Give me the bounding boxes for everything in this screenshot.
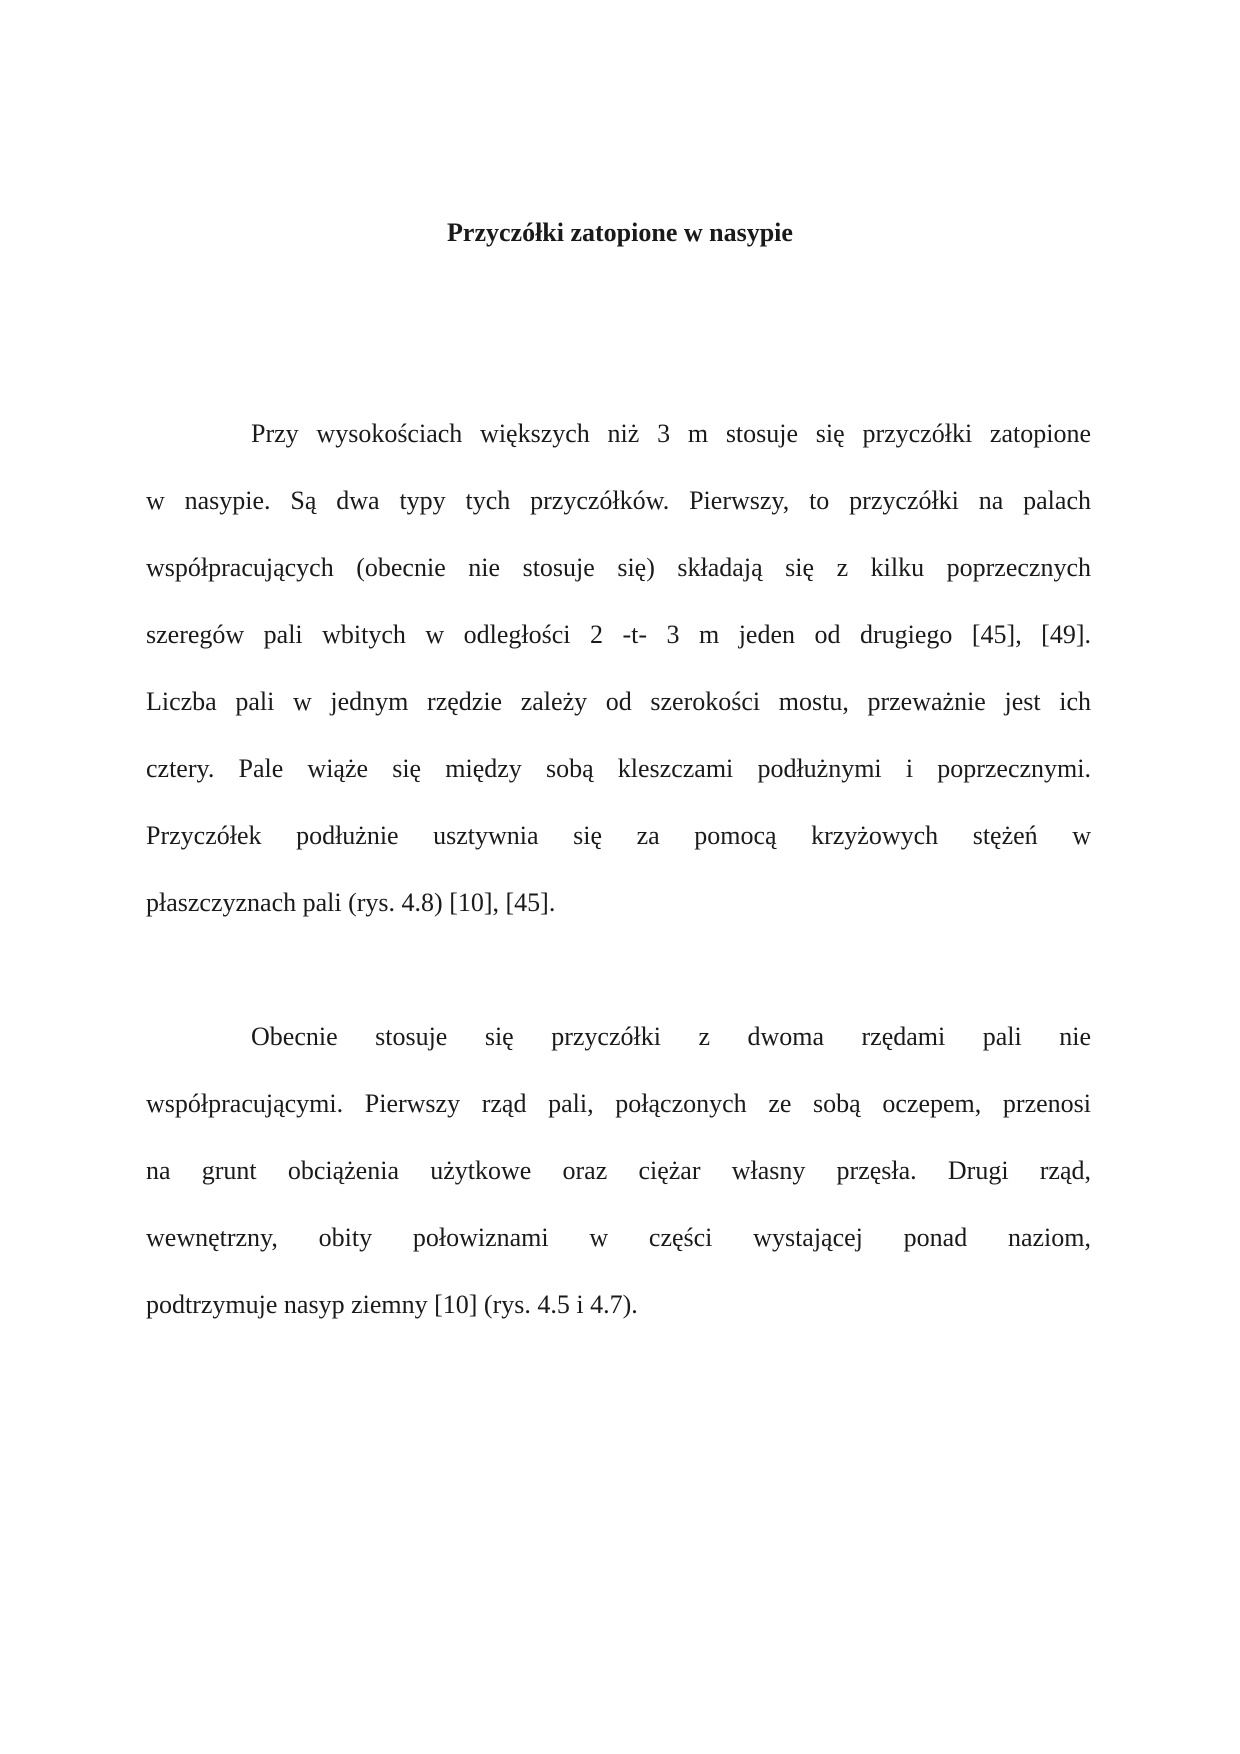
paragraph-line: podtrzymuje nasyp ziemny [10] (rys. 4.5 i 4.7).: [146, 1290, 638, 1319]
paragraph-line: na grunt obciążenia użytkowe oraz ciężar własny przęsła. Drugi rząd,: [146, 1156, 1091, 1185]
paragraph-1: [146, 400, 1091, 936]
paragraph-line: wewnętrzny, obity połowiznami w części wystającej ponad naziom,: [146, 1223, 1091, 1252]
paragraph-line: Liczba pali w jednym rzędzie zależy od szerokości mostu, przeważnie jest ich: [146, 687, 1091, 716]
page-title: Przyczółki zatopione w nasypie: [447, 218, 793, 247]
paragraph-line: współpracujących (obecnie nie stosuje się) składają się z kilku poprzecznych: [146, 553, 1091, 582]
paragraph-line: płaszczyznach pali (rys. 4.8) [10], [45].: [146, 888, 556, 917]
paragraph-line: cztery. Pale wiąże się między sobą kleszczami podłużnymi i poprzecznymi.: [146, 754, 1091, 783]
paragraph-line: współpracującymi. Pierwszy rząd pali, połączonych ze sobą oczepem, przenosi: [146, 1089, 1091, 1118]
paragraph-2: [146, 1003, 1091, 1338]
paragraph-line: Przyczółek podłużnie usztywnia się za pomocą krzyżowych stężeń w: [146, 821, 1091, 850]
paragraph-line: Obecnie stosuje się przyczółki z dwoma rzędami pali nie: [251, 1022, 1091, 1051]
paragraph-line: w nasypie. Są dwa typy tych przyczółków. Pierwszy, to przyczółki na palach: [146, 486, 1091, 515]
paragraph-line: Przy wysokościach większych niż 3 m stosuje się przyczółki zatopione: [251, 419, 1091, 448]
paragraph-line: szeregów pali wbitych w odległości 2 -t- 3 m jeden od drugiego [45], [49].: [146, 620, 1091, 649]
